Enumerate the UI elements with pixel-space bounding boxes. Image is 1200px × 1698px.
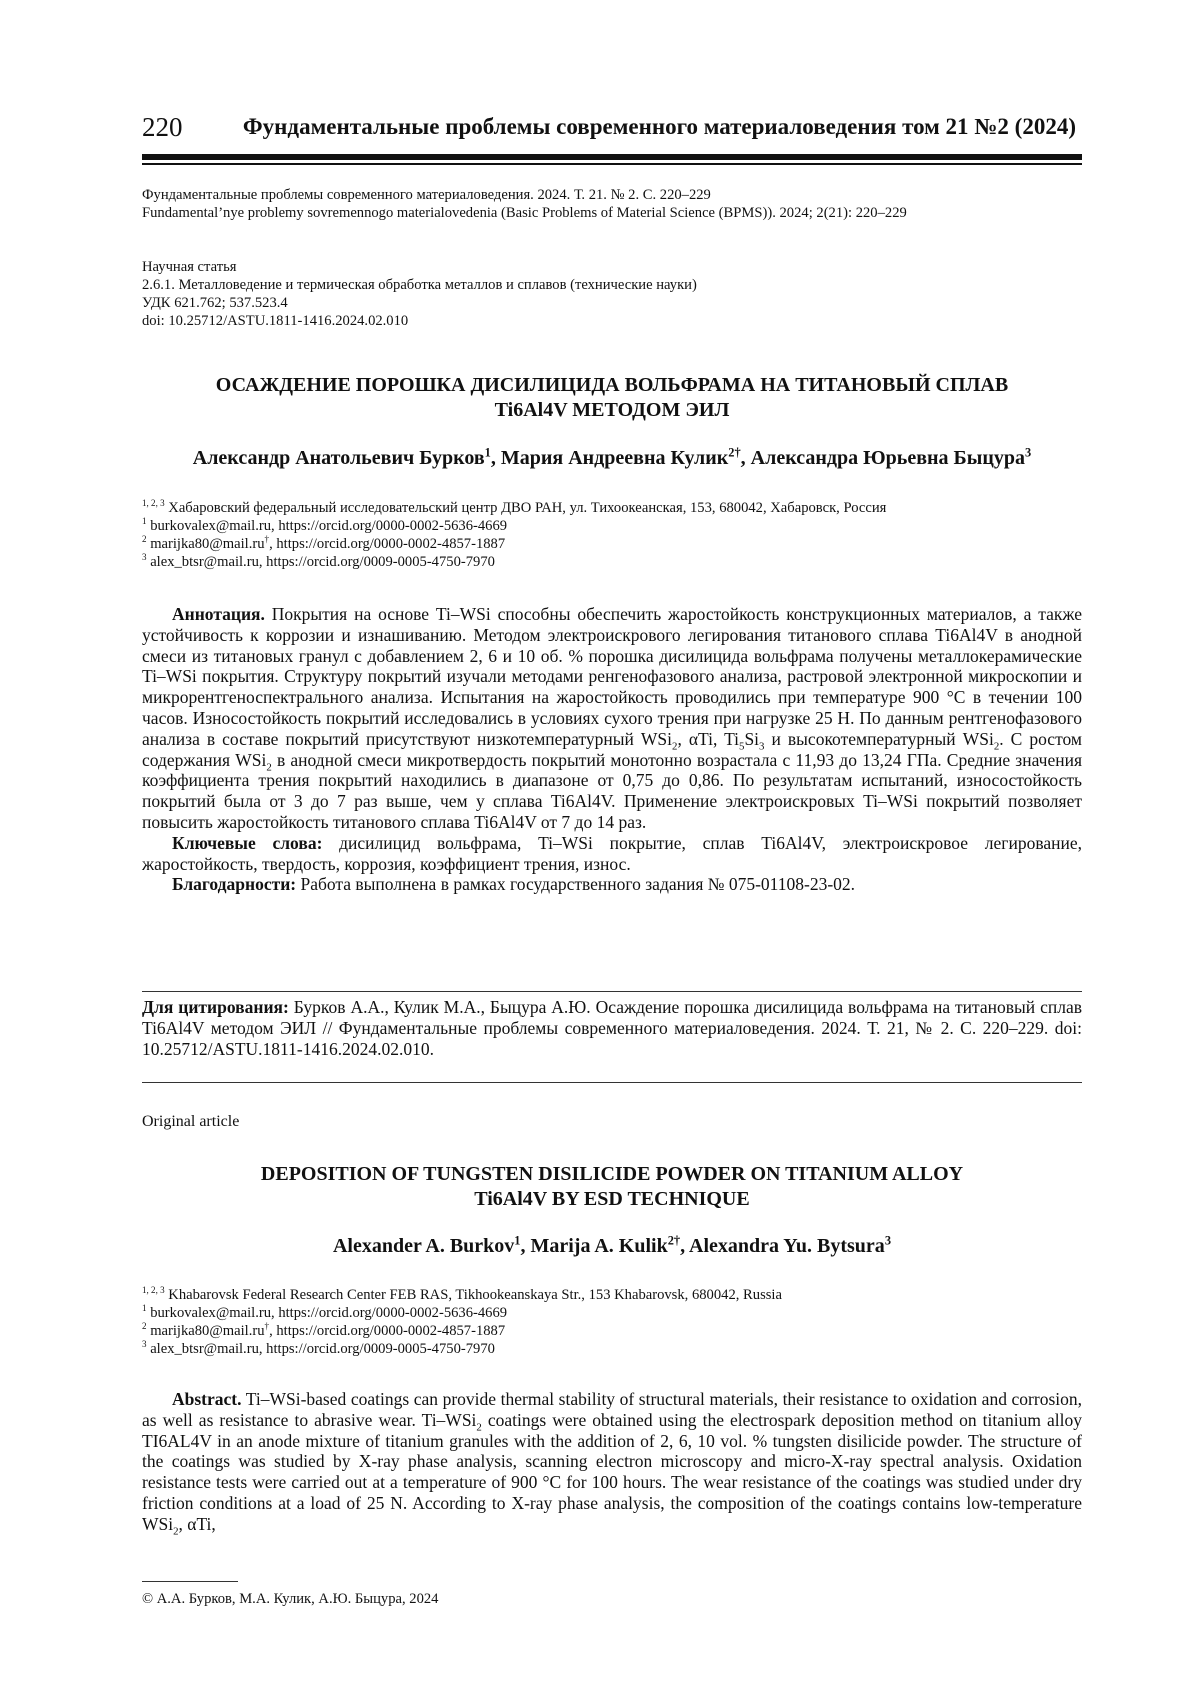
affiliation-email-2: 2 marijka80@mail.ru†, https://orcid.org/0000-0002-4857-1887 — [142, 535, 1082, 553]
affiliations-en — [142, 1286, 1082, 1358]
title-ru — [142, 373, 1082, 423]
keywords-ru: Ключевые слова: дисилицид вольфрама, Ti–WSi покрытие, сплав Ti6Al4V, электроискровое легирование, жаростойкость, твердость, коррозия, коэффициент трения, износ. — [142, 833, 1082, 875]
title-en — [142, 1162, 1082, 1212]
authors-ru: Александр Анатольевич Бурков1, Мария Андреевна Кулик2†, Александра Юрьевна Быцура3 — [142, 447, 1082, 470]
article-type-en: Original article — [142, 1113, 1082, 1131]
citation-line-ru: Фундаментальные проблемы современного материаловедения. 2024. Т. 21. № 2. С. 220–229 — [142, 186, 1082, 204]
affiliation-en-email-2: 2 marijka80@mail.ru†, https://orcid.org/0000-0002-4857-1887 — [142, 1322, 1082, 1340]
author-en-1: Alexander A. Burkov — [333, 1235, 514, 1257]
abstract-ru-paragraph: Аннотация. Покрытия на основе Ti–WSi способны обеспечить жаростойкость конструкционных материалов, а также устойчивость к коррозии и изнашиванию. Методом электроискрового легирования титанового сплава Ti6Al4V в анодной смеси из титановых гранул с добавлением 2, 6 и 10 об. % порошка дисилицида вольфрама получены металлокерамические Ti–WSi покрытия. Структуру покрытий изучали методами ренгенофазового анализа, растровой электронной микроскопии и микрорентгеноспектрального анализа. Испытания на жаростойкость проводились при температуре 900 °С в течении 100 часов. Износостойкость покрытий исследовались в условиях сухого трения при нагрузке 25 Н. По данным рентгенофазового анализа в составе покрытий присутствуют низкотемпературный WSi2, αTi, Ti5Si3 и высокотемпературный WSi2. С ростом содержания WSi2 в анодной смеси микротвердость покрытий монотонно возрастала с 11,93 до 13,24 ГПа. Средние значения коэффициента трения покрытий находились в диапазоне от 0,75 до 0,86. По результатам испытаний, износостойкость покрытий была от 3 до 7 раз выше, чем у сплава Ti6Al4V. Применение электроискровых Ti–WSi покрытий позволяет повысить жаростойкость титанового сплава Ti6Al4V от 7 до 14 раз. — [142, 604, 1082, 833]
udc-code: УДК 621.762; 537.523.4 — [142, 294, 1082, 312]
affiliation-org: 1, 2, 3 Хабаровский федеральный исследовательский центр ДВО РАН, ул. Тихоокеанская, 153, 680042, Хабаровск, Россия — [142, 499, 1082, 517]
affiliation-en-email-3: 3 alex_btsr@mail.ru, https://orcid.org/0009-0005-4750-7970 — [142, 1340, 1082, 1358]
title-ru-line1: ОСАЖДЕНИЕ ПОРОШКА ДИСИЛИЦИДА ВОЛЬФРАМА НА ТИТАНОВЫЙ СПЛАВ — [142, 373, 1082, 398]
citation-line-en: Fundamental’nye problemy sovremennogo materialovedenia (Basic Problems of Material Science (BPMS)). 2024; 2(21): 220–229 — [142, 204, 1082, 222]
abstract-ru — [142, 604, 1082, 895]
affiliation-en-email-1: 1 burkovalex@mail.ru, https://orcid.org/0000-0002-5636-4669 — [142, 1304, 1082, 1322]
author-2: Мария Андреевна Кулик — [501, 447, 728, 469]
citation-block — [142, 186, 1082, 222]
running-header — [142, 112, 1082, 152]
acknowledgements-ru: Благодарности: Работа выполнена в рамках государственного задания № 075-01108-23-02. — [142, 874, 1082, 895]
journal-title: Фундаментальные проблемы современного материаловедения том 21 №2 (2024) — [243, 114, 1076, 140]
header-rule-thin — [142, 163, 1082, 165]
abstract-en — [142, 1389, 1082, 1535]
affiliation-en-org: 1, 2, 3 Khabarovsk Federal Research Center FEB RAS, Tikhookeanskaya Str., 153 Khabarovsk, 680042, Russia — [142, 1286, 1082, 1304]
article-type: Научная статья — [142, 258, 1082, 276]
specialty-code: 2.6.1. Металловедение и термическая обработка металлов и сплавов (технические науки) — [142, 276, 1082, 294]
cite-text: Для цитирования: Бурков А.А., Кулик М.А., Быцура А.Ю. Осаждение порошка дисилицида вольфрама на титановый сплав Ti6Al4V методом ЭИЛ // Фундаментальные проблемы современного материаловедения. 2024. Т. 21, № 2. С. 220–229. doi: 10.25712/ASTU.1811-1416.2024.02.010. — [142, 997, 1082, 1059]
author-en-3: Alexandra Yu. Bytsura — [689, 1235, 885, 1257]
page-number: 220 — [142, 112, 183, 143]
author-3: Александра Юрьевна Быцура — [751, 447, 1025, 469]
cite-rule-top — [142, 991, 1082, 992]
title-ru-line2: Ti6Al4V МЕТОДОМ ЭИЛ — [142, 398, 1082, 423]
header-rule-thick — [142, 154, 1082, 160]
affiliation-email-3: 3 alex_btsr@mail.ru, https://orcid.org/0009-0005-4750-7970 — [142, 553, 1082, 571]
article-meta-ru — [142, 258, 1082, 330]
cite-rule-bottom — [142, 1082, 1082, 1083]
abstract-en-label: Abstract. — [172, 1389, 242, 1409]
author-3-sup: 3 — [1025, 445, 1031, 459]
copyright-note: © А.А. Бурков, М.А. Кулик, А.Ю. Быцура, 2024 — [142, 1590, 1082, 1608]
abstract-en-paragraph: Abstract. Ti–WSi-based coatings can provide thermal stability of structural materials, their resistance to oxidation and corrosion, as well as resistance to abrasive wear. Ti–WSi2 coatings were obtained using the electrospark deposition method on titanium alloy TI6AL4V in an anode mixture of titanium granules with the addition of 2, 6, 10 vol. % tungsten disilicide powder. The structure of the coatings was studied by X-ray phase analysis, scanning electron microscopy and micro-X-ray spectral analysis. Oxidation resistance tests were carried out at a temperature of 900 °C for 100 hours. The wear resistance of the coatings was studied under dry friction conditions at a load of 25 N. According to X-ray phase analysis, the composition of the coatings contains low-temperature WSi2, αTi, — [142, 1389, 1082, 1535]
author-en-2: Marija A. Kulik — [531, 1235, 668, 1257]
footnote-rule — [142, 1581, 238, 1582]
doi: doi: 10.25712/ASTU.1811-1416.2024.02.010 — [142, 312, 1082, 330]
authors-en: Alexander A. Burkov1, Marija A. Kulik2†, Alexandra Yu. Bytsura3 — [142, 1235, 1082, 1258]
cite-block-ru — [142, 997, 1082, 1059]
title-en-line1: DEPOSITION OF TUNGSTEN DISILICIDE POWDER ON TITANIUM ALLOY — [142, 1162, 1082, 1187]
abstract-ru-label: Аннотация. — [172, 604, 265, 624]
affiliation-email-1: 1 burkovalex@mail.ru, https://orcid.org/0000-0002-5636-4669 — [142, 517, 1082, 535]
author-1: Александр Анатольевич Бурков — [193, 447, 485, 469]
title-en-line2: Ti6Al4V BY ESD TECHNIQUE — [142, 1187, 1082, 1212]
affiliations-ru — [142, 499, 1082, 571]
author-1-sup: 1 — [485, 445, 491, 459]
author-2-sup: 2† — [728, 445, 740, 459]
